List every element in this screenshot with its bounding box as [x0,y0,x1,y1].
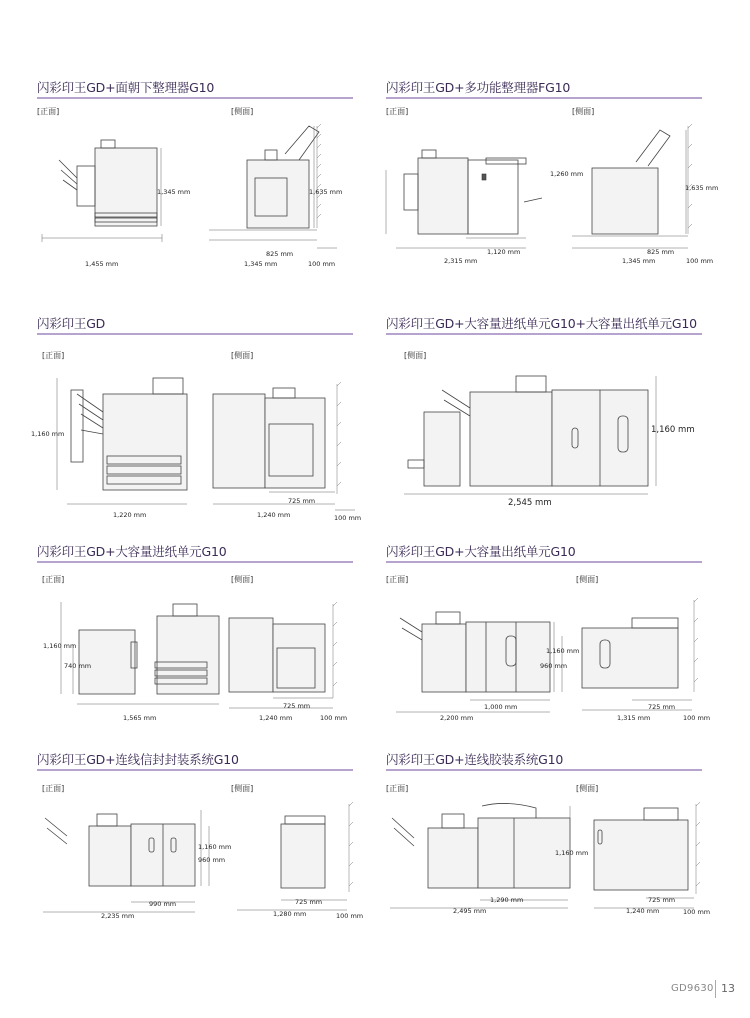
dim-depth-side: 1,345 mm [244,260,278,268]
dim-clearance: 100 mm [334,514,362,522]
front-view-label: [正面] [386,784,409,793]
dim-height-side: 1,635 mm [309,188,343,196]
dim-depth-inner: 725 mm [648,703,676,711]
dim-clearance: 100 mm [308,260,336,268]
section-rule [386,561,702,563]
front-view-label: [正面] [386,107,409,116]
footer-brand: GD9630 [671,983,714,994]
side-view-label: [侧面] [231,351,254,360]
dim-depth-inner: 725 mm [288,497,316,505]
dim-height: 1,160 mm [651,425,695,435]
section-rule [37,769,353,771]
dim-depth-inner: 725 mm [283,702,311,710]
dim-feeder-height: 740 mm [64,662,92,670]
dim-height: 1,160 mm [555,849,589,857]
side-view-label: [侧面] [576,784,599,793]
dim-height: 1,160 mm [198,843,232,851]
front-view-label: [正面] [42,575,65,584]
dim-height-side: 1,635 mm [685,184,719,192]
section-rule [386,97,702,99]
dim-depth-inner: 725 mm [648,896,676,904]
dim-width: 2,545 mm [508,498,552,508]
dim-clearance: 100 mm [683,908,711,916]
dim-depth-inner: 825 mm [647,248,675,256]
dim-depth-side: 1,240 mm [626,907,660,915]
section-title: 闪彩印王GD+面朝下整理器G10 [37,80,215,95]
dim-unit-width: 1,290 mm [490,896,524,904]
front-view-label: [正面] [386,575,409,584]
section-title: 闪彩印王GD+连线胶装系统G10 [386,752,564,767]
front-view-label: [正面] [37,107,60,116]
machine-drawing [37,796,357,936]
dim-stacker-height: 960 mm [540,662,568,670]
dim-height: 1,160 mm [43,642,77,650]
dim-clearance: 100 mm [336,912,364,920]
dim-stacker-width: 1,000 mm [484,703,518,711]
dim-unit-width: 990 mm [149,900,177,908]
section-rule [37,97,353,99]
section-rule [386,333,702,335]
section-rule [37,561,353,563]
section-title: 闪彩印王GD+大容量进纸单元G10+大容量出纸单元G10 [386,316,697,331]
side-view-label: [侧面] [231,784,254,793]
section-title: 闪彩印王GD+大容量进纸单元G10 [37,544,227,559]
dim-clearance: 100 mm [683,714,711,722]
dim-width-front: 2,495 mm [453,907,487,915]
front-view-label: [正面] [42,351,65,360]
section-rule [37,333,353,335]
dim-height: 1,160 mm [546,647,580,655]
machine-drawing [37,118,357,278]
dim-width-front: 2,315 mm [444,257,478,265]
dim-finisher-width: 1,120 mm [487,248,521,256]
side-view-label: [侧面] [572,107,595,116]
page-number: 13 [721,982,735,995]
side-view-label: [侧面] [231,575,254,584]
dim-height-front: 1,160 mm [31,430,65,438]
section-rule [386,769,702,771]
side-view-label: [侧面] [231,107,254,116]
front-view-label: [正面] [42,784,65,793]
section-title: 闪彩印王GD [37,316,106,331]
section-title: 闪彩印王GD+大容量出纸单元G10 [386,544,576,559]
dim-unit-height: 960 mm [198,856,226,864]
dim-height-front: 1,345 mm [157,188,191,196]
machine-drawing [37,364,357,534]
dim-width-front: 1,220 mm [113,511,147,519]
dim-depth-side: 1,280 mm [273,910,307,918]
side-view-label: [侧面] [576,575,599,584]
dim-depth-side: 1,345 mm [622,257,656,265]
dim-clearance: 100 mm [686,257,714,265]
footer-divider [715,980,716,998]
dim-depth-side: 1,240 mm [259,714,293,722]
dim-width-front: 1,455 mm [85,260,119,268]
dim-clearance: 100 mm [320,714,348,722]
dim-depth-side: 1,240 mm [257,511,291,519]
dim-depth-inner: 825 mm [266,250,294,258]
dim-width-front: 2,200 mm [440,714,474,722]
machine-drawing [386,796,706,936]
section-title: 闪彩印王GD+多功能整理器FG10 [386,80,571,95]
dim-width-front: 1,565 mm [123,714,157,722]
dim-depth-side: 1,315 mm [617,714,651,722]
dim-height-front: 1,260 mm [550,170,584,178]
dim-depth-inner: 725 mm [295,898,323,906]
section-title: 闪彩印王GD+连线信封封装系统G10 [37,752,239,767]
front-view-label: [侧面] [404,351,427,360]
dim-width-front: 2,235 mm [101,912,135,920]
